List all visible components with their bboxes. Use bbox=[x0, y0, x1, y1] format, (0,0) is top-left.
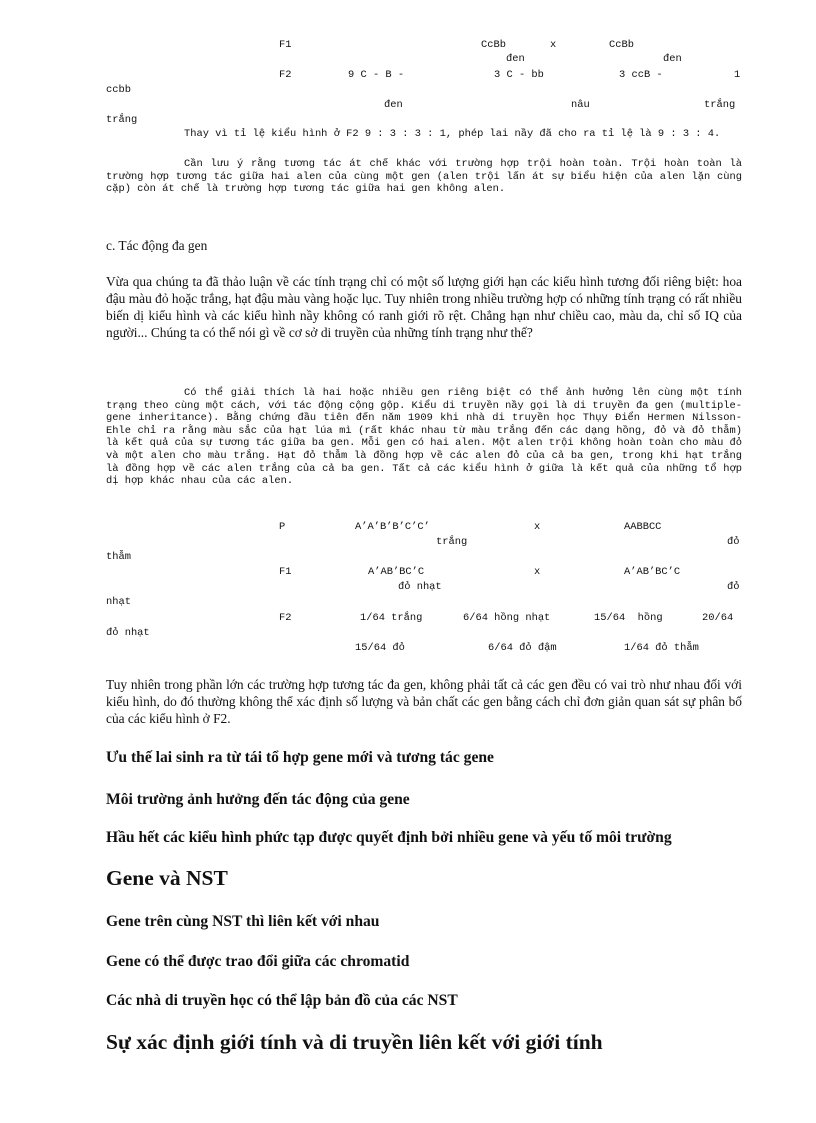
cross2-p-x: x bbox=[534, 521, 541, 533]
polygene-explain-paragraph: Có thể giải thích là hai hoặc nhiều gen riêng biệt có thể ảnh hưởng lên cùng một tính trạng theo cùng một cách, với tác động cộng gộp. Kiểu di truyền nầy gọi là di truyền đa gen (multiple-gene inheritance). Bằng chứng đầu tiên đến năm 1909 khi nhà di truyền học Thụy Điển Hermen Nilsson-Ehle chỉ ra rằng màu sắc của hạt lúa mì (rất khác nhau từ màu trắng đến các dạng hồng, đỏ và đỏ thẫm) là kết quả của sự tương tác giữa ba gen. Mỗi gen có hai alen. Một alen trội không hoàn toàn cho màu đỏ và một alen cho màu trắng. Hạt đỏ thẫm là đồng hợp về các alen đỏ của cả ba gen, trong khi hạt trắng là đồng hợp về các alen trắng của cả ba gen. Tất cả các kiểu hình ở giữa là kết quả của những tổ hợp dị hợp khác nhau của các alen. bbox=[106, 387, 743, 488]
cross1-f1-color-left: đen bbox=[506, 53, 525, 65]
cross2-f2-wrap: đỏ nhạt bbox=[106, 627, 150, 639]
cross2-f2-label: F2 bbox=[279, 612, 292, 624]
heading-sex-determination: Sự xác định giới tính và di truyền liên kết với giới tính bbox=[106, 1030, 603, 1054]
cross2-f1-color-wrap: nhạt bbox=[106, 596, 131, 608]
cross2-p-label: P bbox=[279, 521, 286, 533]
cross1-f2-b: 3 C - bb bbox=[494, 69, 544, 81]
cross1-color-b: nâu bbox=[571, 99, 590, 111]
cross1-color-wrap: trắng bbox=[106, 114, 138, 126]
cross2-p-color-left: trắng bbox=[436, 536, 468, 548]
cross2-p-color-right: đỏ bbox=[727, 536, 740, 548]
cross2-f2-a: 1/64 trắng bbox=[360, 612, 423, 624]
cross1-f1-label: F1 bbox=[279, 39, 292, 51]
cross2-f1-label: F1 bbox=[279, 566, 292, 578]
cross2-f2-f: 6/64 đỏ đậm bbox=[488, 642, 557, 654]
cross2-f2-g: 1/64 đỏ thẫm bbox=[624, 642, 699, 654]
cross1-color-a: đen bbox=[384, 99, 403, 111]
cross2-f1-x: x bbox=[534, 566, 541, 578]
cross2-p-right: AABBCC bbox=[624, 521, 662, 533]
cross1-f2-wrap: ccbb bbox=[106, 84, 131, 96]
polygene-conclusion-paragraph: Tuy nhiên trong phần lớn các trường hợp tương tác đa gen, không phải tất cả các gen đều có vai trò như nhau đối với kiểu hình, do đó thường không thể xác định số lượng và bản chất các gen bằng cách chỉ đơn giản quan sát sự phân bố của các kiểu hình ở F2. bbox=[106, 677, 742, 726]
cross1-f1-x: x bbox=[550, 39, 557, 51]
heading-chromatid-exchange: Gene có thể được trao đổi giữa các chromatid bbox=[106, 953, 410, 970]
cross2-f2-b: 6/64 hồng nhạt bbox=[463, 612, 551, 624]
cross1-color-c: trắng bbox=[704, 99, 736, 111]
section-c-title: c. Tác động đa gen bbox=[106, 238, 208, 253]
heading-gene-nst: Gene và NST bbox=[106, 866, 228, 890]
cross1-f2-d: 1 bbox=[734, 69, 741, 81]
cross2-f2-e: 15/64 đỏ bbox=[355, 642, 405, 654]
cross2-p-color-wrap: thẫm bbox=[106, 551, 131, 563]
heading-chromosome-map: Các nhà di truyền học có thể lập bản đồ của các NST bbox=[106, 992, 458, 1009]
epistasis-note-paragraph: Cần lưu ý rằng tương tác át chế khác với trường hợp trội hoàn toàn. Trội hoàn toàn là trường hợp tương tác giữa hai alen của cùng một gen (alen trội lấn át sự biểu hiện của alen lặn cùng cặp) còn át chế là trường hợp tương tác giữa hai gen không alen. bbox=[106, 158, 742, 196]
heading-environment: Môi trường ảnh hưởng đến tác động của gene bbox=[106, 791, 410, 808]
cross2-f2-c: 15/64 hồng bbox=[594, 612, 663, 624]
cross2-f1-color-left: đỏ nhạt bbox=[398, 581, 442, 593]
cross1-f2-c: 3 ccB - bbox=[619, 69, 663, 81]
cross1-f1-left: CcBb bbox=[481, 39, 506, 51]
cross2-f1-left: A’AB’BC’C bbox=[368, 566, 425, 578]
cross2-f1-right: A’AB’BC’C bbox=[624, 566, 681, 578]
cross1-f1-color-right: đen bbox=[663, 53, 682, 65]
heading-linked-genes: Gene trên cùng NST thì liên kết với nhau bbox=[106, 913, 380, 930]
cross1-f1-right: CcBb bbox=[609, 39, 634, 51]
cross1-f2-a: 9 C - B - bbox=[348, 69, 405, 81]
polygene-intro-paragraph: Vừa qua chúng ta đã thảo luận về các tính trạng chỉ có một số lượng giới hạn các kiểu hình tương đối riêng biệt: hoa đậu màu đỏ hoặc trắng, hạt đậu màu vàng hoặc lục. Tuy nhiên trong nhiều trường hợp có những tính trạng có rất nhiều biến dị kiểu hình và các kiểu hình nầy không có ranh giới rõ rệt. Chẳng hạn như chiều cao, màu da, chỉ số IQ của người... Chúng ta có thể nói gì về cơ sở di truyền của những tính trạng như thế? bbox=[106, 274, 742, 340]
cross1-f2-label: F2 bbox=[279, 69, 292, 81]
cross2-f2-d: 20/64 bbox=[702, 612, 734, 624]
heading-complex-phenotypes: Hầu hết các kiểu hình phức tạp được quyết định bởi nhiều gene và yếu tố môi trường bbox=[106, 829, 672, 846]
epistasis-ratio-paragraph: Thay vì tỉ lệ kiểu hình ở F2 9 : 3 : 3 : 1, phép lai nầy đã cho ra tỉ lệ là 9 : 3 : 4. bbox=[184, 128, 721, 140]
cross2-f1-color-right: đỏ bbox=[727, 581, 740, 593]
cross2-p-left: A’A’B’B’C’C’ bbox=[355, 521, 430, 533]
heading-heterosis: Ưu thế lai sinh ra từ tái tổ hợp gene mới và tương tác gene bbox=[106, 749, 494, 766]
